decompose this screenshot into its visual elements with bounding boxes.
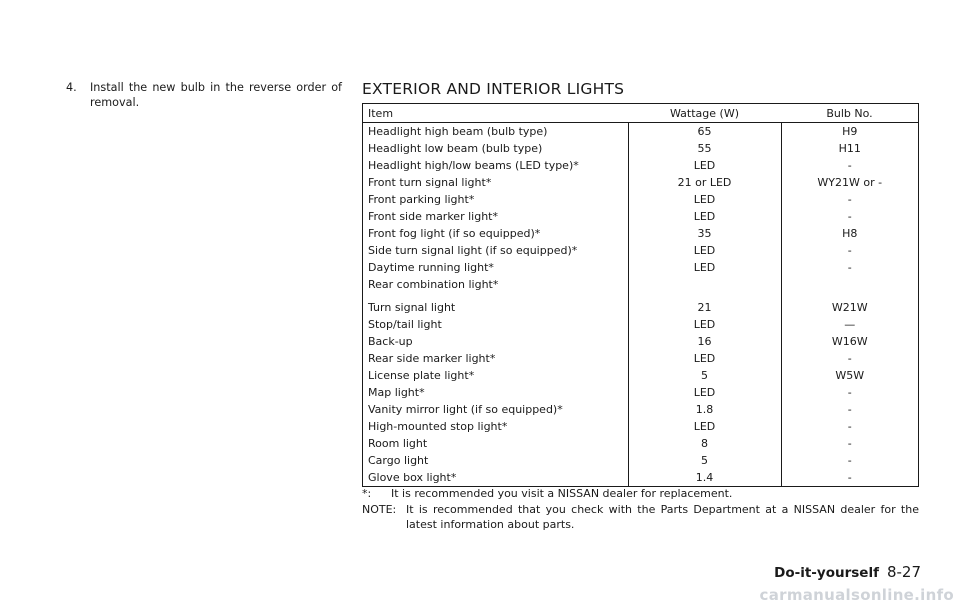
cell-item: Rear side marker light* <box>368 352 496 365</box>
cell-item: Cargo light <box>368 454 429 467</box>
cell-bulb-no: H9 <box>781 123 919 141</box>
cell-item: Back-up <box>368 335 413 348</box>
cell-wattage: LED <box>628 350 781 367</box>
cell-item: Front side marker light* <box>368 210 498 223</box>
table-row <box>363 316 919 333</box>
table-row <box>363 225 919 242</box>
cell-wattage: 21 or LED <box>628 174 781 191</box>
cell-bulb-no: W5W <box>781 367 919 384</box>
cell-wattage: LED <box>628 208 781 225</box>
table-row <box>363 367 919 384</box>
cell-item: Rear combination light* <box>368 278 499 291</box>
cell-bulb-no: - <box>781 418 919 435</box>
step-text: Install the new bulb in the reverse order of removal. <box>90 81 342 109</box>
cell-item: Turn signal light <box>368 301 456 314</box>
cell-bulb-no: - <box>781 259 919 276</box>
cell-bulb-no: - <box>781 384 919 401</box>
note-label: NOTE: <box>362 503 397 516</box>
table-row <box>363 157 919 174</box>
table-row <box>363 208 919 225</box>
cell-bulb-no: - <box>781 469 919 487</box>
table-row <box>363 140 919 157</box>
cell-item: Vanity mirror light (if so equipped)* <box>368 403 563 416</box>
cell-wattage: LED <box>628 191 781 208</box>
cell-item: Headlight high/low beams (LED type)* <box>368 159 579 172</box>
cell-wattage <box>628 276 781 293</box>
cell-bulb-no: - <box>781 242 919 259</box>
table-row <box>363 401 919 418</box>
cell-bulb-no: W16W <box>781 333 919 350</box>
cell-item: Headlight high beam (bulb type) <box>368 125 548 138</box>
bulb-table <box>362 103 919 487</box>
table-row <box>363 174 919 191</box>
cell-wattage: 16 <box>628 333 781 350</box>
cell-bulb-no: — <box>781 316 919 333</box>
table-row <box>363 469 919 487</box>
cell-bulb-no: - <box>781 401 919 418</box>
cell-item: Glove box light* <box>368 471 457 484</box>
cell-item: License plate light* <box>368 369 475 382</box>
page-footer <box>774 563 921 581</box>
cell-item: Front turn signal light* <box>368 176 492 189</box>
cell-wattage: 65 <box>628 123 781 141</box>
page-number: 8-27 <box>886 563 921 581</box>
cell-wattage: 8 <box>628 435 781 452</box>
cell-bulb-no: WY21W or - <box>781 174 919 191</box>
table-row <box>363 191 919 208</box>
footnote-asterisk <box>362 486 919 501</box>
table-row <box>363 435 919 452</box>
footer-section: Do-it-yourself <box>774 565 879 581</box>
cell-wattage: 5 <box>628 452 781 469</box>
cell-item: Front fog light (if so equipped)* <box>368 227 541 240</box>
note <box>362 502 919 532</box>
cell-item: Stop/tail light <box>368 318 442 331</box>
footnote-label: *: <box>362 487 372 500</box>
cell-bulb-no: - <box>781 350 919 367</box>
cell-bulb-no <box>781 276 919 293</box>
cell-item: Daytime running light* <box>368 261 494 274</box>
cell-bulb-no: W21W <box>781 299 919 316</box>
table-row <box>363 299 919 316</box>
cell-wattage: LED <box>628 316 781 333</box>
table-row <box>363 452 919 469</box>
table-row <box>363 259 919 276</box>
cell-item: Side turn signal light (if so equipped)* <box>368 244 578 257</box>
cell-bulb-no: - <box>781 208 919 225</box>
cell-item: Headlight low beam (bulb type) <box>368 142 543 155</box>
footnote-text: It is recommended you visit a NISSAN dealer for replacement. <box>391 487 733 500</box>
cell-wattage: LED <box>628 259 781 276</box>
table-row <box>363 333 919 350</box>
cell-bulb-no: H11 <box>781 140 919 157</box>
header-item: Item <box>368 106 394 120</box>
table-row <box>363 276 919 293</box>
cell-wattage: 35 <box>628 225 781 242</box>
cell-item: Room light <box>368 437 428 450</box>
cell-wattage: 5 <box>628 367 781 384</box>
cell-bulb-no: - <box>781 191 919 208</box>
step-number: 4. <box>66 81 77 94</box>
table-row <box>363 242 919 259</box>
cell-bulb-no: H8 <box>781 225 919 242</box>
cell-wattage: LED <box>628 384 781 401</box>
table-row <box>363 350 919 367</box>
cell-wattage: LED <box>628 242 781 259</box>
cell-wattage: 55 <box>628 140 781 157</box>
header-wattage: Wattage (W) <box>670 106 739 120</box>
cell-wattage: LED <box>628 418 781 435</box>
cell-bulb-no: - <box>781 157 919 174</box>
cell-wattage: 1.4 <box>628 469 781 487</box>
cell-item: Front parking light* <box>368 193 475 206</box>
cell-wattage: 21 <box>628 299 781 316</box>
note-text: It is recommended that you check with the Parts Department at a NISSAN dealer for the latest information about parts. <box>406 503 919 531</box>
header-bulb-no: Bulb No. <box>826 106 873 120</box>
table-row <box>363 123 919 141</box>
cell-bulb-no: - <box>781 435 919 452</box>
cell-item: Map light* <box>368 386 425 399</box>
table-row <box>363 418 919 435</box>
cell-wattage: LED <box>628 157 781 174</box>
table-header-row <box>363 104 919 123</box>
cell-item: High-mounted stop light* <box>368 420 508 433</box>
cell-bulb-no: - <box>781 452 919 469</box>
table-row <box>363 384 919 401</box>
step-4 <box>66 80 342 110</box>
section-title: EXTERIOR AND INTERIOR LIGHTS <box>362 80 625 98</box>
watermark: carmanualsonline.info <box>759 586 954 604</box>
cell-wattage: 1.8 <box>628 401 781 418</box>
